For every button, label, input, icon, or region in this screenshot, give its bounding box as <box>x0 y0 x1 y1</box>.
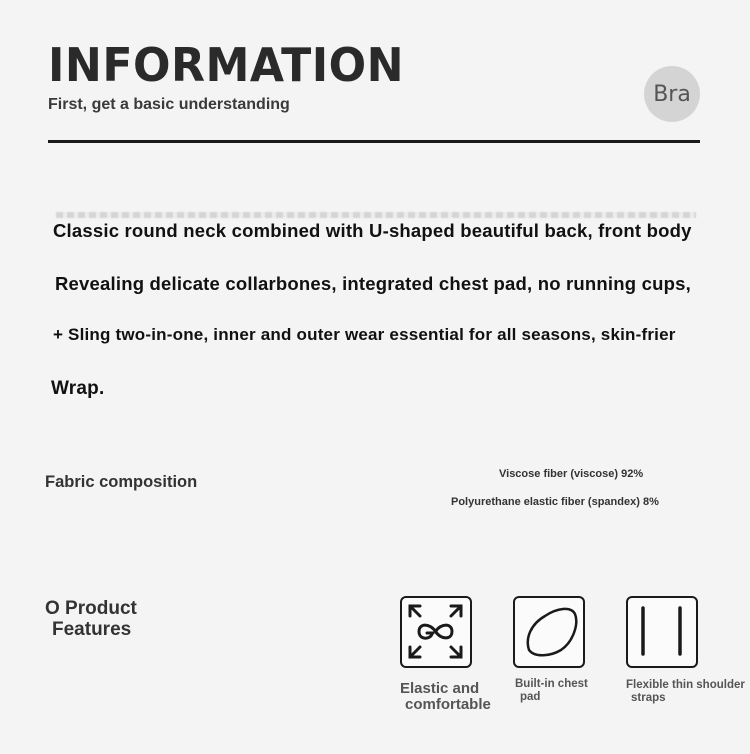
fabric-value: Polyurethane elastic fiber (spandex) 8% <box>451 496 659 508</box>
feature-label-line: Flexible thin shoulder <box>626 679 745 691</box>
page-title: INFORMATION <box>48 38 405 92</box>
description-line: + Sling two-in-one, inner and outer wear essential for all seasons, skin-frier <box>53 325 676 344</box>
feature-label-line: Elastic and <box>400 680 480 697</box>
features-label-line: O Product <box>45 598 137 619</box>
description-line: Classic round neck combined with U-shaped beautiful back, front body <box>53 220 692 241</box>
feature-label-line: comfortable <box>405 696 491 713</box>
elastic-icon <box>400 596 472 668</box>
page-subtitle: First, get a basic understanding <box>48 96 290 113</box>
description-line: Wrap. <box>51 378 105 399</box>
chest-pad-icon <box>513 596 585 668</box>
straps-icon <box>626 596 698 668</box>
description-line: Revealing delicate collarbones, integrated chest pad, no running cups, <box>55 273 691 294</box>
feature-label-line: pad <box>520 691 541 703</box>
category-badge: Bra <box>644 66 700 122</box>
blurred-text-line <box>56 212 696 218</box>
fabric-composition-label: Fabric composition <box>45 473 198 491</box>
fabric-value: Viscose fiber (viscose) 92% <box>499 468 644 480</box>
header-divider <box>48 140 700 143</box>
feature-label-elastic <box>400 681 491 713</box>
feature-label-chest-pad <box>515 678 588 704</box>
feature-label-line: Built-in chest <box>515 678 588 690</box>
product-features-label <box>45 598 185 640</box>
features-label-line: Features <box>52 619 132 640</box>
feature-label-straps <box>626 679 745 705</box>
feature-label-line: straps <box>631 692 666 704</box>
